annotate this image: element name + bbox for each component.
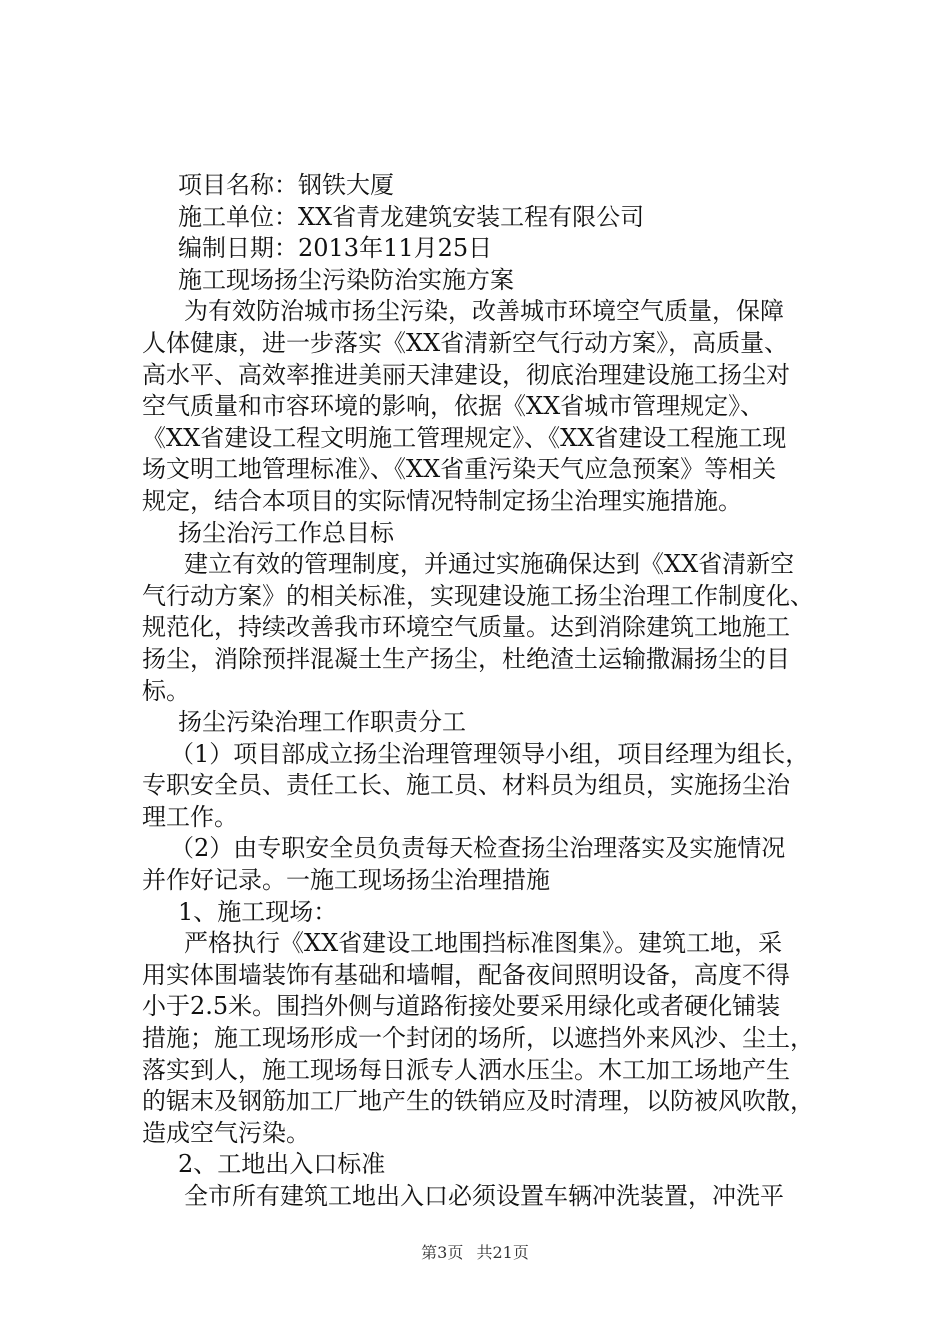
text-line: （2）由专职安全员负责每天检查扬尘治理落实及实施情况 bbox=[170, 834, 786, 863]
text-line: 扬尘污染治理工作职责分工 bbox=[178, 708, 466, 737]
text-line: 标。 bbox=[142, 676, 190, 705]
text-line: 编制日期：2013年11月25日 bbox=[178, 234, 493, 263]
text-line: 场文明工地管理标准》、《XX省重污染天气应急预案》等相关 bbox=[142, 455, 777, 484]
page-footer bbox=[0, 1240, 950, 1263]
text-line: 规范化，持续改善我市环境空气质量。达到消除建筑工地施工 bbox=[142, 613, 790, 642]
text-line: 严格执行《XX省建设工地围挡标准图集》。建筑工地，采 bbox=[184, 929, 783, 958]
text-line: 专职安全员、责任工长、施工员、材料员为组员，实施扬尘治 bbox=[142, 771, 790, 800]
text-line: 造成空气污染。 bbox=[142, 1118, 310, 1147]
text-line: 扬尘，消除预拌混凝土生产扬尘，杜绝渣土运输撒漏扬尘的目 bbox=[142, 644, 790, 673]
text-line: 项目名称：钢铁大厦 bbox=[178, 171, 394, 199]
page-total: 共21页 bbox=[476, 1243, 529, 1262]
text-line: （1）项目部成立扬尘治理管理领导小组，项目经理为组长， bbox=[170, 739, 810, 768]
text-line: 施工现场扬尘污染防治实施方案 bbox=[178, 265, 514, 294]
text-line: 措施；施工现场形成一个封闭的场所，以遮挡外来风沙、尘土， bbox=[142, 1024, 814, 1053]
text-line: 为有效防治城市扬尘污染，改善城市环境空气质量，保障 bbox=[184, 297, 784, 326]
text-line: 落实到人，施工现场每日派专人洒水压尘。木工加工场地产生 bbox=[142, 1055, 790, 1084]
text-line: 人体健康，进一步落实《XX省清新空气行动方案》，高质量、 bbox=[142, 328, 789, 357]
text-line: 扬尘治污工作总目标 bbox=[178, 518, 394, 547]
text-line: 小于2.5米。围挡外侧与道路衔接处要采用绿化或者硬化铺装 bbox=[142, 992, 781, 1021]
text-line: 《XX省建设工程文明施工管理规定》、《XX省建设工程施工现 bbox=[142, 423, 787, 452]
document-body bbox=[142, 170, 838, 1213]
text-line: 全市所有建筑工地出入口必须设置车辆冲洗装置，冲洗平 bbox=[184, 1182, 784, 1210]
text-line: 建立有效的管理制度，并通过实施确保达到《XX省清新空 bbox=[184, 550, 795, 579]
text-line: 并作好记录。一施工现场扬尘治理措施 bbox=[142, 866, 550, 895]
text-line: 理工作。 bbox=[142, 802, 238, 831]
text-line: 用实体围墙装饰有基础和墙帽，配备夜间照明设备，高度不得 bbox=[142, 960, 790, 989]
page-number: 第3页 bbox=[421, 1243, 464, 1262]
text-line: 气行动方案》的相关标准，实现建设施工扬尘治理工作制度化、 bbox=[142, 581, 814, 610]
text-line: 高水平、高效率推进美丽天津建设，彻底治理建设施工扬尘对 bbox=[142, 360, 790, 389]
text-line: 的锯末及钢筋加工厂地产生的铁销应及时清理，以防被风吹散， bbox=[142, 1087, 814, 1116]
text-line: 规定，结合本项目的实际情况特制定扬尘治理实施措施。 bbox=[142, 486, 742, 515]
text-line: 空气质量和市容环境的影响，依据《XX省城市管理规定》、 bbox=[142, 392, 765, 421]
text-line: 1、施工现场： bbox=[178, 897, 338, 926]
text-line: 2、工地出入口标准 bbox=[178, 1150, 386, 1179]
text-line: 施工单位：XX省青龙建筑安装工程有限公司 bbox=[178, 202, 645, 231]
